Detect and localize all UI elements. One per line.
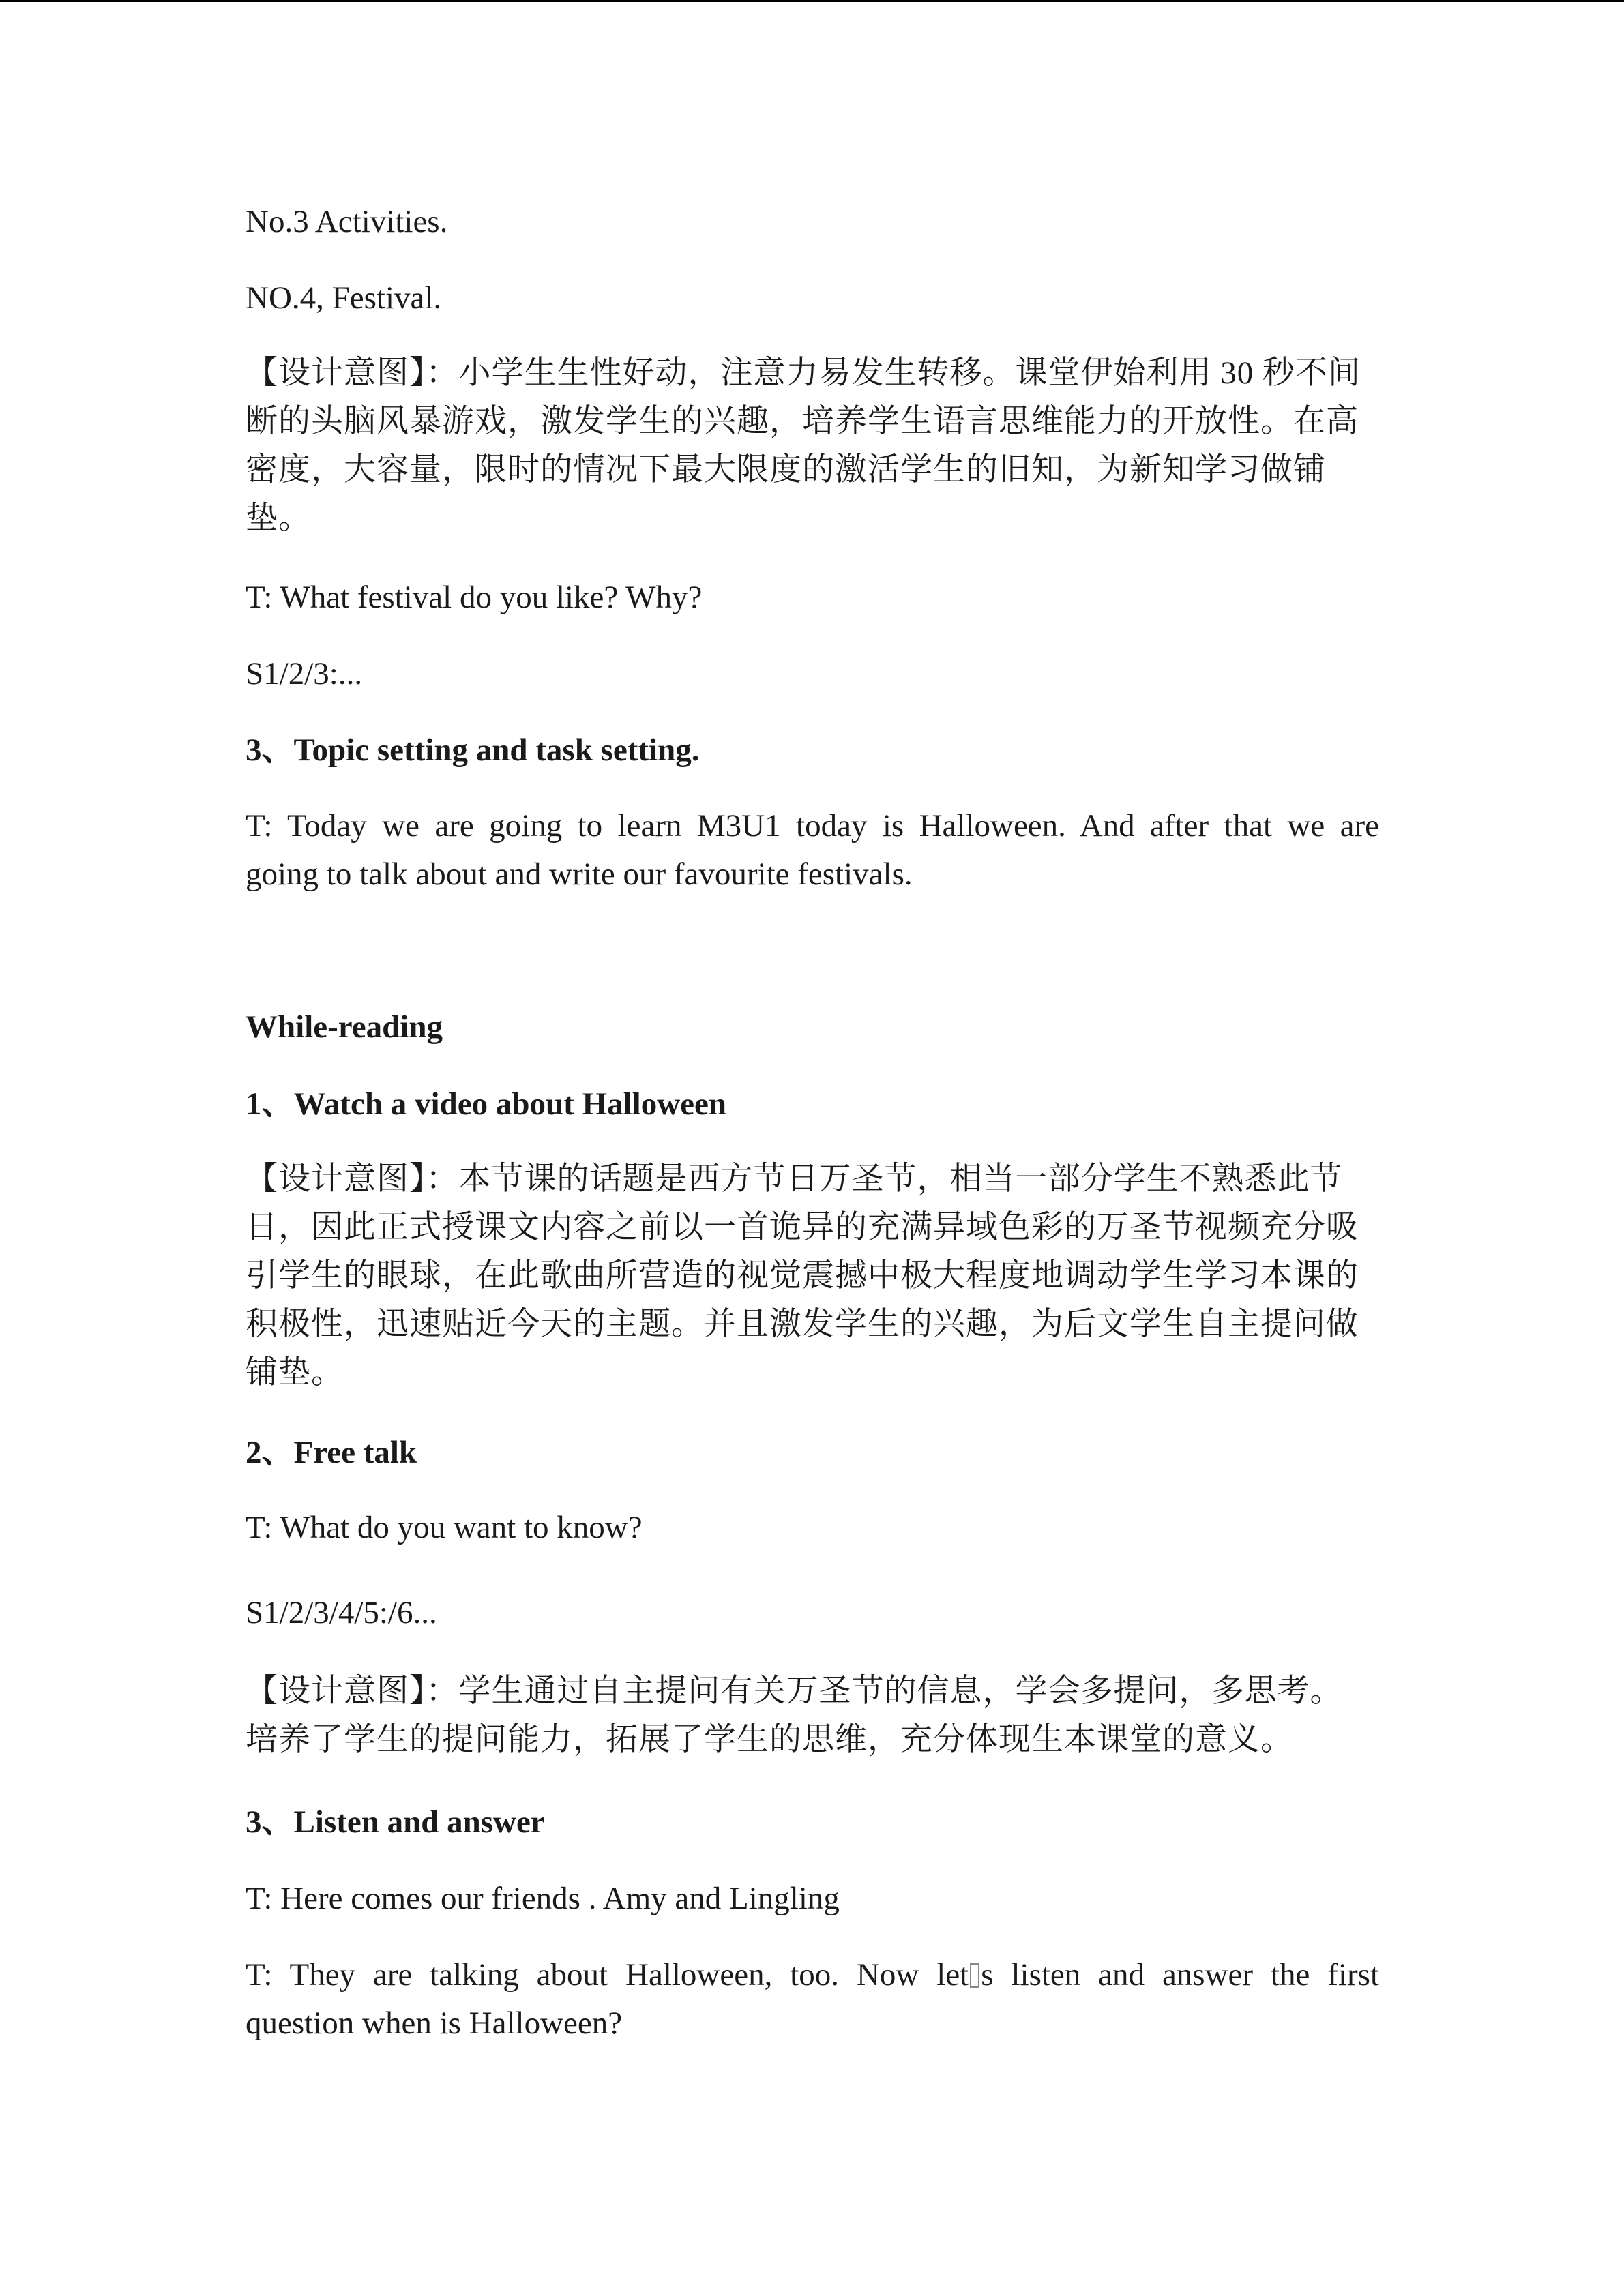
text-line: [246, 1951, 1379, 1999]
paragraph-want-to-know: T: What do you want to know?: [246, 1510, 643, 1545]
paragraph-festival: NO.4, Festival.: [246, 280, 442, 316]
paragraph-friends: T: Here comes our friends . Amy and Lingling: [246, 1881, 840, 1916]
text-line: 密度，大容量，限时的情况下最大限度的激活学生的旧知，为新知学习做铺: [246, 452, 1326, 488]
text-line: 【设计意图】：学生通过自主提问有关万圣节的信息，学会多提问，多思考。: [246, 1673, 1343, 1709]
text-line: question when is Halloween?: [246, 2006, 623, 2041]
paragraph-teacher-question: T: What festival do you like? Why?: [246, 580, 703, 615]
text-line: 日，因此正式授课文内容之前以一首诡异的充满异域色彩的万圣节视频充分吸: [246, 1210, 1359, 1245]
text-line: 垫。: [246, 501, 311, 536]
text-line: 积极性，迅速贴近今天的主题。并且激发学生的兴趣，为后文学生自主提问做: [246, 1307, 1359, 1342]
heading-free-talk: 2、Free talk: [246, 1435, 417, 1470]
text-line: going to talk about and write our favourite festivals.: [246, 856, 913, 892]
text-segment: T: They are talking about Halloween, too. Now let: [246, 1957, 969, 1993]
paragraph-activities: No.3 Activities.: [246, 204, 448, 239]
text-line: 培养了学生的提问能力，拓展了学生的思维，充分体现生本课堂的意义。: [246, 1722, 1293, 1757]
page-top-border: [0, 0, 1624, 2]
heading-topic-setting: 3、Topic setting and task setting.: [246, 732, 700, 768]
text-line: 【设计意图】：小学生生性好动，注意力易发生转移。课堂伊始利用 30 秒不间: [246, 355, 1361, 391]
text-line: 引学生的眼球，在此歌曲所营造的视觉震撼中极大程度地调动学生学习本课的: [246, 1258, 1359, 1294]
design-intent-brainstorm: [246, 349, 1379, 543]
paragraph-student-answers: S1/2/3:...: [246, 656, 363, 691]
heading-while-reading: While-reading: [246, 1009, 443, 1045]
heading-watch-video: 1、Watch a video about Halloween: [246, 1086, 727, 1122]
text-line: T: Today we are going to learn M3U1 today is Halloween. And after that we are: [246, 808, 1379, 844]
text-line: 断的头脑风暴游戏，激发学生的兴趣，培养学生语言思维能力的开放性。在高: [246, 404, 1359, 439]
design-intent-video: [246, 1155, 1379, 1397]
heading-listen-answer: 3、Listen and answer: [246, 1804, 545, 1840]
text-line: 铺垫。: [246, 1355, 344, 1390]
paragraph-student-list: S1/2/3/4/5:/6...: [246, 1595, 437, 1630]
text-line: 【设计意图】：本节课的话题是西方节日万圣节，相当一部分学生不熟悉此节: [246, 1161, 1343, 1197]
design-intent-questions: [246, 1667, 1379, 1764]
paragraph-halloween-question: [246, 1951, 1379, 2048]
missing-glyph-box: [970, 1963, 979, 1988]
text-segment: s listen and answer the first: [981, 1957, 1379, 1993]
paragraph-today-lesson: [246, 802, 1379, 899]
